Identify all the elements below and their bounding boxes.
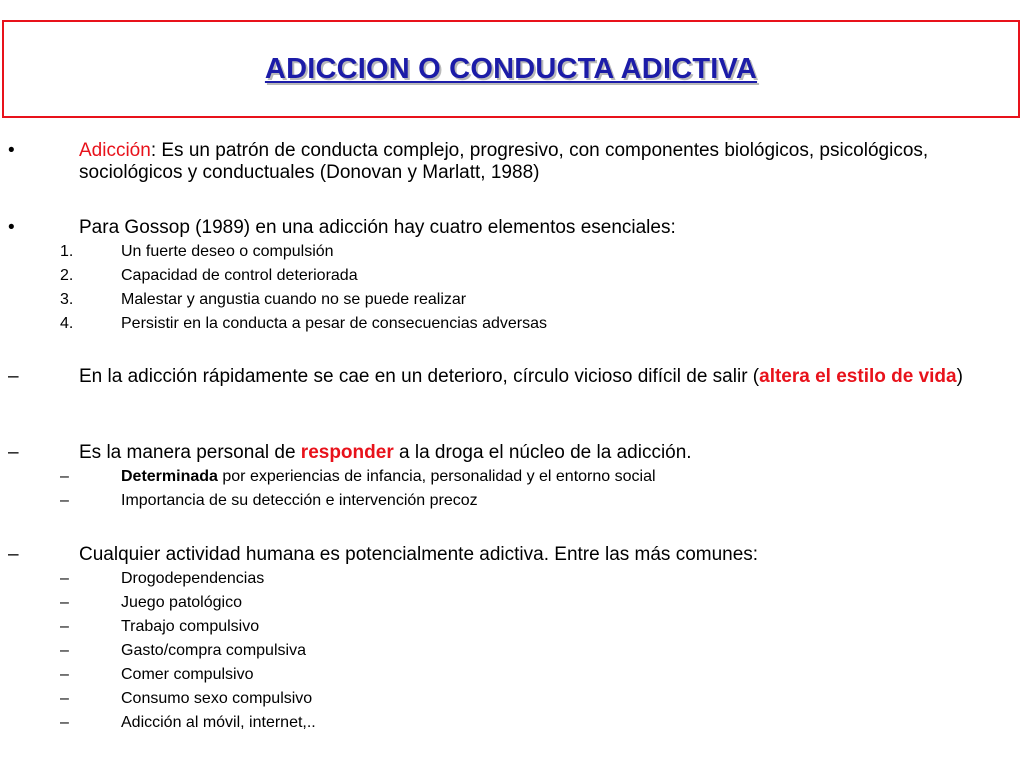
dash-marker: – xyxy=(60,714,69,731)
dash-marker: – xyxy=(60,570,69,587)
dash-marker: – xyxy=(8,366,19,387)
dash-marker: – xyxy=(60,690,69,707)
list-item-text: Comer compulsivo xyxy=(121,666,254,683)
highlight-responder: responder xyxy=(300,442,394,463)
highlight-altera-estilo: altera el estilo de vida xyxy=(759,366,957,387)
slide-title: ADICCION O CONDUCTA ADICTIVA xyxy=(264,52,758,85)
list-item-text: Consumo sexo compulsivo xyxy=(121,690,313,707)
list-item-text: Trabajo compulsivo xyxy=(121,618,260,635)
list-item-text: Malestar y angustia cuando no se puede realizar xyxy=(121,291,467,308)
dash-marker: – xyxy=(60,492,69,509)
list-number: 4. xyxy=(60,315,74,332)
list-item-text: Drogodependencias xyxy=(121,570,265,587)
list-number: 2. xyxy=(60,267,74,284)
bullet-marker: • xyxy=(8,140,15,161)
definition-text: : Es un patrón de conducta complejo, progresivo, con componentes biológicos, psicológicos, sociológicos y conductuales (Donovan y Marlatt, 1988) xyxy=(79,140,929,183)
dash-marker: – xyxy=(8,442,19,463)
list-item-text: Adicción al móvil, internet,.. xyxy=(121,714,316,731)
dash-marker: – xyxy=(60,468,69,485)
bullet-text: Para Gossop (1989) en una adicción hay cuatro elementos esenciales: xyxy=(79,217,676,238)
list-item-text: Persistir en la conducta a pesar de consecuencias adversas xyxy=(121,315,548,332)
list-item-text: Importancia de su detección e intervención precoz xyxy=(121,492,478,509)
list-item-text: Gasto/compra compulsiva xyxy=(121,642,306,659)
list-number: 1. xyxy=(60,243,74,260)
list-item-text: Un fuerte deseo o compulsión xyxy=(121,243,334,260)
list-item-text: Capacidad de control deteriorada xyxy=(121,267,358,284)
dash-marker: – xyxy=(60,594,69,611)
list-item-text: Juego patológico xyxy=(121,594,242,611)
dash-marker: – xyxy=(60,642,69,659)
dash-marker: – xyxy=(60,618,69,635)
term-adiccion: Adicción xyxy=(79,140,151,161)
list-number: 3. xyxy=(60,291,74,308)
bullet-text: Es la manera personal de responder a la droga el núcleo de la adicción. xyxy=(79,442,692,463)
list-item-text: Determinada por experiencias de infancia, personalidad y el entorno social xyxy=(121,468,656,485)
bullet-text: En la adicción rápidamente se cae en un deterioro, círculo vicioso difícil de salir (altera el estilo de vida) xyxy=(79,366,963,387)
bullet-text xyxy=(79,140,999,184)
dash-marker: – xyxy=(60,666,69,683)
bullet-marker: • xyxy=(8,217,15,238)
bold-determinada: Determinada xyxy=(121,468,218,485)
bullet-text: Cualquier actividad humana es potencialmente adictiva. Entre las más comunes: xyxy=(79,544,759,565)
dash-marker: – xyxy=(8,544,19,565)
